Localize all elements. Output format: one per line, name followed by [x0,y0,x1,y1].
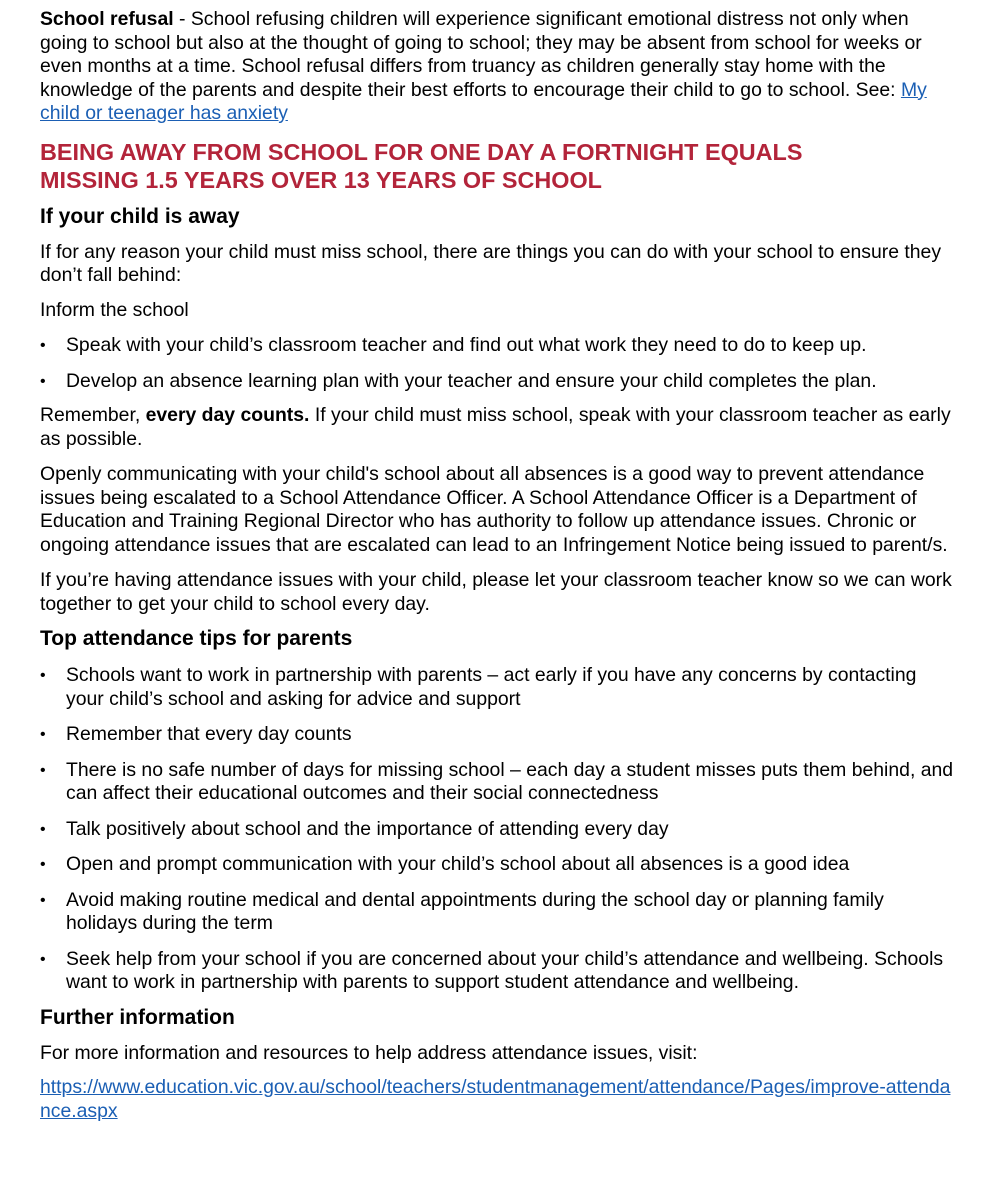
bullet-icon: • [40,667,46,684]
remember-suffix: If your child must miss school, speak with your classroom teacher as early as possible. [40,404,951,450]
list-item [40,664,957,711]
absence-banner-heading [40,138,957,194]
anxiety-link[interactable]: My child or teenager has anxiety [40,78,927,124]
list-item [40,370,957,394]
school-refusal-text: - School refusing children will experience significant emotional distress not only when going to school but also at the thought of going to school; they may be absent from school for weeks or even months at a time. School refusal differs from truancy as children generally stay home with the knowledge of the parents and despite their best efforts to encourage their child to go to school. See: [40,8,922,101]
bullet-icon: • [40,337,46,354]
tips-heading: Top attendance tips for parents [40,627,353,650]
list-item-text: There is no safe number of days for missing school – each day a student misses puts them behind, and can affect their educational outcomes and their social connectedness [66,758,954,804]
school-refusal-term: School refusal [40,8,174,30]
list-item-text: Seek help from your school if you are concerned about your child’s attendance and wellbeing. Schools want to work in partnership with parents to support student attendance and wellbeing. [66,947,944,993]
list-item [40,853,957,877]
bullet-icon: • [40,820,46,838]
remember-prefix: Remember, [40,404,146,426]
tips-bullet-list [40,664,957,995]
banner-line-2: MISSING 1.5 YEARS OVER 13 YEARS OF SCHOOL [40,166,602,193]
bullet-icon: • [40,891,46,909]
openly-communicating-paragraph: Openly communicating with your child's school about all absences is a good way to prevent attendance issues being escalated to a School Attendance Officer. A School Attendance Officer is a Department of Education and Training Regional Director who has authority to follow up attendance issues. Chronic or ongoing attendance issues that are escalated can lead to an Infringement Notice being issued to parent/s. [40,463,948,556]
inform-school-text: Inform the school [40,298,189,321]
improve-attendance-link[interactable]: https://www.education.vic.gov.au/school/teachers/studentmanagement/attendance/Pages/improve-attendance.aspx [40,1076,951,1122]
bullet-icon: • [40,726,46,743]
bullet-icon: • [40,372,46,390]
banner-line-1: BEING AWAY FROM SCHOOL FOR ONE DAY A FORTNIGHT EQUALS [40,138,803,165]
bullet-icon: • [40,761,46,779]
attendance-issues-paragraph: If you’re having attendance issues with your child, please let your classroom teacher know so we can work together to get your child to school every day. [40,569,952,615]
list-item [40,948,957,995]
away-bullet-list [40,334,957,393]
list-item [40,818,957,842]
list-item [40,759,957,806]
improve-attendance-link-paragraph [40,1076,957,1123]
bullet-icon: • [40,950,46,968]
list-item-text: Develop an absence learning plan with your teacher and ensure your child completes the plan. [66,369,877,392]
further-information-text: For more information and resources to help address attendance issues, visit: [40,1041,698,1064]
school-refusal-paragraph [40,8,957,126]
list-item-text: Open and prompt communication with your child’s school about all absences is a good idea [66,853,850,875]
list-item-text: Schools want to work in partnership with parents – act early if you have any concerns by contacting your child’s school and asking for advice and support [66,664,917,710]
list-item [40,723,957,747]
list-item [40,334,957,358]
further-information-heading: Further information [40,1005,235,1029]
list-item-text: Avoid making routine medical and dental appointments during the school day or planning family holidays during the term [66,888,884,934]
list-item-text: Remember that every day counts [66,723,352,745]
list-item-text: Talk positively about school and the importance of attending every day [66,817,669,840]
bullet-icon: • [40,856,46,873]
every-day-counts-text: every day counts. [145,404,310,426]
list-item-text: Speak with your child’s classroom teacher and find out what work they need to do to keep up. [66,334,867,356]
remember-paragraph [40,404,957,451]
list-item [40,889,957,936]
child-away-intro: If for any reason your child must miss school, there are things you can do with your school to ensure they don’t fall behind: [40,240,942,286]
child-away-heading: If your child is away [40,204,240,228]
